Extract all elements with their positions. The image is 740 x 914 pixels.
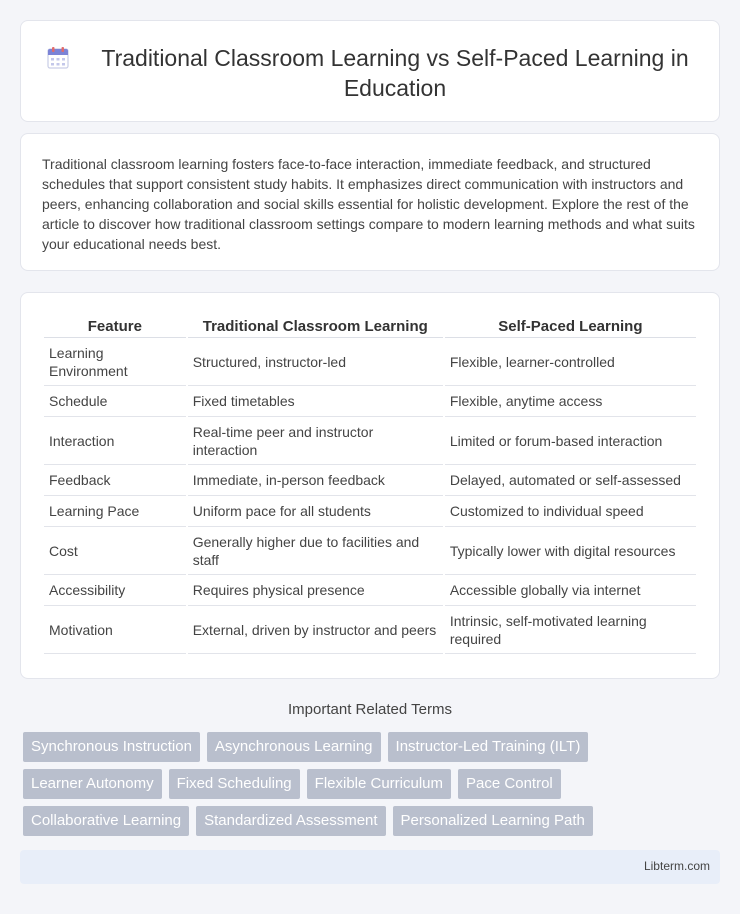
self-paced-cell: Accessible globally via internet bbox=[445, 575, 696, 606]
self-paced-cell: Typically lower with digital resources bbox=[445, 527, 696, 575]
table-header-row bbox=[44, 315, 696, 338]
traditional-cell: Real-time peer and instructor interaction bbox=[188, 417, 443, 465]
self-paced-cell: Customized to individual speed bbox=[445, 496, 696, 527]
traditional-cell: Uniform pace for all students bbox=[188, 496, 443, 527]
tag-learner-autonomy[interactable]: Learner Autonomy bbox=[23, 769, 162, 799]
tag-collaborative-learning[interactable]: Collaborative Learning bbox=[23, 806, 189, 836]
traditional-cell: Requires physical presence bbox=[188, 575, 443, 606]
table-row bbox=[44, 417, 696, 465]
self-paced-cell: Delayed, automated or self-assessed bbox=[445, 465, 696, 496]
table-row bbox=[44, 465, 696, 496]
header-feature: Feature bbox=[44, 315, 186, 338]
self-paced-cell: Intrinsic, self-motivated learning required bbox=[445, 606, 696, 654]
footer-site-link[interactable]: Libterm.com bbox=[643, 859, 710, 873]
traditional-cell: External, driven by instructor and peers bbox=[188, 606, 443, 654]
table-row bbox=[44, 338, 696, 386]
header-self-paced: Self-Paced Learning bbox=[445, 315, 696, 338]
self-paced-cell: Limited or forum-based interaction bbox=[445, 417, 696, 465]
tag-personalized-learning-path[interactable]: Personalized Learning Path bbox=[393, 806, 593, 836]
comparison-card bbox=[20, 292, 720, 679]
traditional-cell: Generally higher due to facilities and staff bbox=[188, 527, 443, 575]
tag-instructor-led-training[interactable]: Instructor-Led Training (ILT) bbox=[388, 732, 589, 762]
self-paced-cell: Flexible, learner-controlled bbox=[445, 338, 696, 386]
feature-cell: Cost bbox=[44, 527, 186, 575]
comparison-table bbox=[42, 315, 698, 654]
tag-fixed-scheduling[interactable]: Fixed Scheduling bbox=[169, 769, 300, 799]
feature-cell: Learning Pace bbox=[44, 496, 186, 527]
header-traditional: Traditional Classroom Learning bbox=[188, 315, 443, 338]
intro-paragraph: Traditional classroom learning fosters face-to-face interaction, immediate feedback, and structured schedules that support consistent study habits. It emphasizes direct communication with instructors and peers, enhancing collaboration and social skills essential for holistic development. Explore the rest of the article to discover how traditional classroom settings compare to modern learning methods and what suits your educational needs best. bbox=[42, 156, 695, 252]
calendar-icon bbox=[45, 45, 71, 71]
feature-cell: Interaction bbox=[44, 417, 186, 465]
title-wrap bbox=[45, 43, 699, 103]
traditional-cell: Structured, instructor-led bbox=[188, 338, 443, 386]
related-terms-list bbox=[23, 732, 723, 843]
tag-asynchronous-learning[interactable]: Asynchronous Learning bbox=[207, 732, 381, 762]
tag-synchronous-instruction[interactable]: Synchronous Instruction bbox=[23, 732, 200, 762]
page-title: Traditional Classroom Learning vs Self-Paced Learning in Education bbox=[101, 45, 689, 101]
table-row bbox=[44, 606, 696, 654]
feature-cell: Learning Environment bbox=[44, 338, 186, 386]
table-row bbox=[44, 496, 696, 527]
table-row bbox=[44, 386, 696, 417]
traditional-cell: Immediate, in-person feedback bbox=[188, 465, 443, 496]
tag-pace-control[interactable]: Pace Control bbox=[458, 769, 561, 799]
feature-cell: Schedule bbox=[44, 386, 186, 417]
table-row bbox=[44, 527, 696, 575]
related-terms-heading: Important Related Terms bbox=[288, 701, 452, 718]
intro-card bbox=[20, 133, 720, 271]
feature-cell: Feedback bbox=[44, 465, 186, 496]
title-card bbox=[20, 20, 720, 122]
tag-standardized-assessment[interactable]: Standardized Assessment bbox=[196, 806, 385, 836]
tag-flexible-curriculum[interactable]: Flexible Curriculum bbox=[307, 769, 451, 799]
footer bbox=[20, 850, 720, 884]
feature-cell: Accessibility bbox=[44, 575, 186, 606]
traditional-cell: Fixed timetables bbox=[188, 386, 443, 417]
self-paced-cell: Flexible, anytime access bbox=[445, 386, 696, 417]
feature-cell: Motivation bbox=[44, 606, 186, 654]
table-row bbox=[44, 575, 696, 606]
